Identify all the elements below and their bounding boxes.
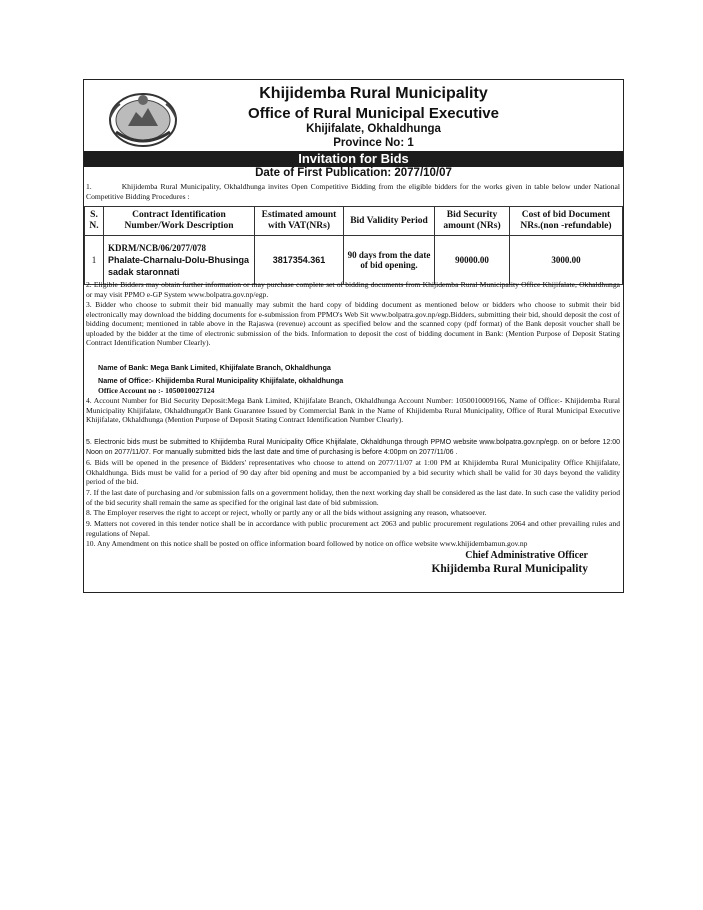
cell-sn: 1 [85,236,104,285]
cell-contract [104,236,255,285]
header-sn: S. N. [85,207,104,236]
office-title: Office of Rural Municipal Executive [248,105,499,122]
cell-security: 90000.00 [435,236,510,285]
item-1-text: Khijidemba Rural Municipality, Okhaldhunga invites Open Competitive Bidding from the eligible bidders for the works given in table below under National Competitive Bidding Procedures : [86,182,620,201]
municipality-title: Khijidemba Rural Municipality [259,85,488,102]
cell-cost: 3000.00 [510,236,623,285]
item-7: 7. If the last date of purchasing and /or submission falls on a government holiday, then the next working day shall be considered as the last date. In such case the validity period of the bid security shall remain the same as specified for the original last date of bid submission. [86,488,620,507]
province-label: Province No: 1 [333,137,414,149]
header-estimate: Estimated amount with VAT(NRs) [255,207,344,236]
bid-notice [83,79,624,593]
item-2: 2. Eligible Bidders may obtain further information or may purchase complete set of bidding documents from Khijidemba Rural Municipality Office Khijifalate, Okhaldhunga or may visit PPMO e-GP System www.bolpatra.gov.np/egp. [86,280,620,299]
header-validity: Bid Validity Period [344,207,435,236]
table-row [85,236,623,285]
item-3: 3. Bidder who choose to submit their bid manually may submit the hard copy of bidding document as mentioned below or bidders who choose to submit their bid electronically may download the bidding documents for e-submission from PPMO's Web Sit www.bolpatra.gov.np/egp.Bidders, submitting their bid, should deposit the cost of bidding document; mentioned in table above in the Rajaswa (revenue) account as specified below and the scanned copy (pdf format) of the Bank deposit voucher shall be uploaded by the bidder at the time of electronic submission of the bids. Information to deposit the cost of bidding document in Bank: (Mention Purpose of Deposit Stating Contract Identification Number Clearly). [86,300,620,348]
contract-id: KDRM/NCB/06/2077/078 [108,243,206,253]
cell-validity: 90 days from the date of bid opening. [344,236,435,285]
item-4: 4. Account Number for Bid Security Deposit:Mega Bank Limited, Khijifalate Branch, Okhaldhunga Account Number: 1050010009166, Name of Office:- Khijidemba Rural Municipality Khijifalate, OkhaldhungaOr Bank Guarantee Issued by Commercial Bank in the Name of Khijidemba Rural Municipality, Office of Rural Municipal Executive Khijifalate, Okhaldhunga (Mention Purpose of Deposit Stating Contract Identification Number Clearly). [86,396,620,425]
item-1 [86,182,620,201]
header-cost: Cost of bid Document NRs.(non -refundable) [510,207,623,236]
publication-date: Date of First Publication: 2077/10/07 [255,167,452,179]
item-10: 10. Any Amendment on this notice shall be posted on office information board followed by notice on office website www.khijidembamun.gov.np [86,539,528,548]
office-address: Khijifalate, Okhaldhunga [306,123,441,135]
bids-table [84,206,623,285]
header-security: Bid Security amount (NRs) [435,207,510,236]
signatory-title: Chief Administrative Officer [465,550,588,561]
item-6: 6. Bids will be opened in the presence of Bidders' representatives who choose to attend on 2077/11/07 at 1:00 PM at Khijidemba Rural Municipality Office Khijifalate, Okhaldhunga. Bids must be valid for a period of 90 day after bid opening and must be accompanied by a bid security which shall be valid for 30 days beyond the validity period of the bid. [86,458,620,487]
item-5: 5. Electronic bids must be submitted to Khijidemba Rural Municipality Office Khijifalate, Okhaldhunga through PPMO website www.bolpatra.gov.np/egp. on or before 12:00 Noon on 2077/11/07. For manually submitted bids the last date and time of purchasing is before 4:00pm on 2077/11/06 . [86,439,620,456]
item-1-number: 1. [86,182,92,191]
item-9: 9. Matters not covered in this tender notice shall be in accordance with public procurement act 2063 and public procurement regulations 2064 and other prevailing rules and regulations of Nepal. [86,519,620,538]
signatory-org: Khijidemba Rural Municipality [431,563,588,575]
bank-name: Name of Bank: Mega Bank Limited, Khijifalate Branch, Okhaldhunga [98,363,331,372]
office-name: Name of Office:- Khijidemba Rural Municipality Khijifalate, okhaldhunga [98,376,344,385]
header-contract: Contract Identification Number/Work Description [104,207,255,236]
cell-estimate: 3817354.361 [255,236,344,285]
work-description: Phalate-Charnalu-Dolu-Bhusinga sadak staronnati [108,255,250,277]
table-header-row [85,207,623,236]
invitation-banner: Invitation for Bids [84,151,623,167]
office-account: Office Account no :- 1050010027124 [98,386,215,395]
item-8: 8. The Employer reserves the right to accept or reject, wholly or partly any or all the bids without assigning any reason, whatsoever. [86,508,487,517]
